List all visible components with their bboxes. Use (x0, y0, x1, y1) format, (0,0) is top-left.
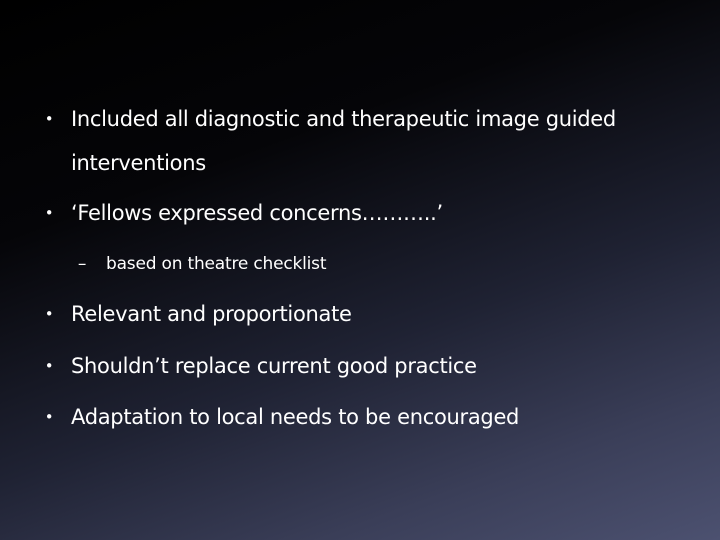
dash-icon: – (77, 254, 87, 274)
bullet-text: Shouldn’t replace current good practice (71, 354, 477, 378)
bullet-text: Relevant and proportionate (71, 302, 352, 326)
bullet-text-line-2: interventions (71, 151, 206, 175)
bullet-icon: • (44, 408, 54, 426)
sub-bullet-text: based on theatre checklist (106, 254, 327, 274)
bullet-icon: • (44, 305, 54, 323)
bullet-text-line-1: Included all diagnostic and therapeutic image guided (71, 107, 616, 131)
bullet-icon: • (44, 357, 54, 375)
bullet-icon: • (44, 204, 54, 222)
bullet-icon: • (44, 110, 54, 128)
bullet-text: ‘Fellows expressed concerns………..’ (71, 201, 443, 225)
bullet-text: Adaptation to local needs to be encouraged (71, 405, 520, 429)
